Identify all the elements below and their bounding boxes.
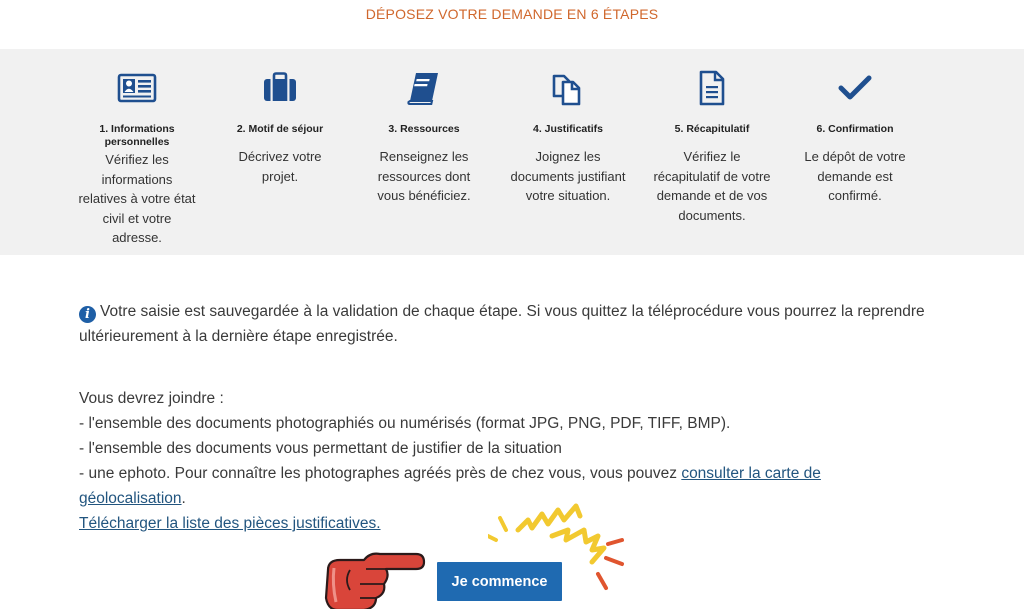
id-card-icon — [117, 68, 157, 108]
ephoto-suffix: . — [181, 490, 186, 507]
step-4-title: 4. Justificatifs — [532, 123, 604, 135]
info-icon: i — [79, 306, 96, 323]
step-5-description: Vérifiez le récapitulatif de votre demande et de vos documents. — [653, 149, 771, 223]
save-info-text: Votre saisie est sauvegardée à la validation de chaque étape. Si vous quittez la téléprocédure vous pourrez la reprendre ultérieurement à la dernière étape enregistrée. — [79, 303, 925, 345]
step-2-description: Décrivez votre projet. — [238, 149, 322, 184]
step-5-title: 5. Récapitulatif — [674, 123, 750, 135]
steps-band — [0, 49, 1024, 255]
required-documents-item-1: - l'ensemble des documents photographiés ou numérisés (format JPG, PNG, PDF, TIFF, BMP). — [79, 415, 731, 432]
checkmark-icon — [835, 68, 875, 108]
geolocation-map-link[interactable]: consulter la carte de — [681, 465, 821, 482]
copy-documents-icon — [548, 68, 588, 108]
suitcase-icon — [260, 68, 300, 108]
step-1-description: Vérifiez les informations relatives à votre état civil et votre adresse. — [78, 152, 196, 246]
pointing-hand-icon — [320, 540, 428, 609]
step-6-title: 6. Confirmation — [816, 123, 894, 135]
page-heading: DÉPOSEZ VOTRE DEMANDE EN 6 ÉTAPES — [365, 6, 659, 22]
step-3-title: 3. Ressources — [388, 123, 460, 135]
download-documents-list-link[interactable]: Télécharger la liste des pièces justificatives. — [79, 515, 381, 532]
sparkle-lines-icon — [488, 500, 634, 592]
save-info-notice — [79, 299, 959, 349]
document-icon — [692, 68, 732, 108]
geolocation-map-link-continued[interactable]: géolocalisation — [79, 490, 182, 507]
required-documents-intro: Vous devrez joindre : — [79, 390, 224, 407]
ephoto-text: - une ephoto. Pour connaître les photographes agréés près de chez vous, vous pouvez — [79, 465, 682, 482]
step-2-title: 2. Motif de séjour — [236, 123, 324, 135]
step-1-title: 1. Informations personnelles — [99, 123, 175, 148]
step-6-description: Le dépôt de votre demande est confirmé. — [804, 149, 906, 204]
book-icon — [404, 68, 444, 108]
required-documents-item-2: - l'ensemble des documents vous permettant de justifier de la situation — [79, 440, 562, 457]
step-4-description: Joignez les documents justifiant votre situation. — [510, 149, 626, 204]
start-button[interactable]: Je commence — [437, 562, 562, 601]
required-documents-item-3 — [79, 461, 959, 486]
step-3-description: Renseignez les ressources dont vous bénéficiez. — [377, 149, 471, 204]
